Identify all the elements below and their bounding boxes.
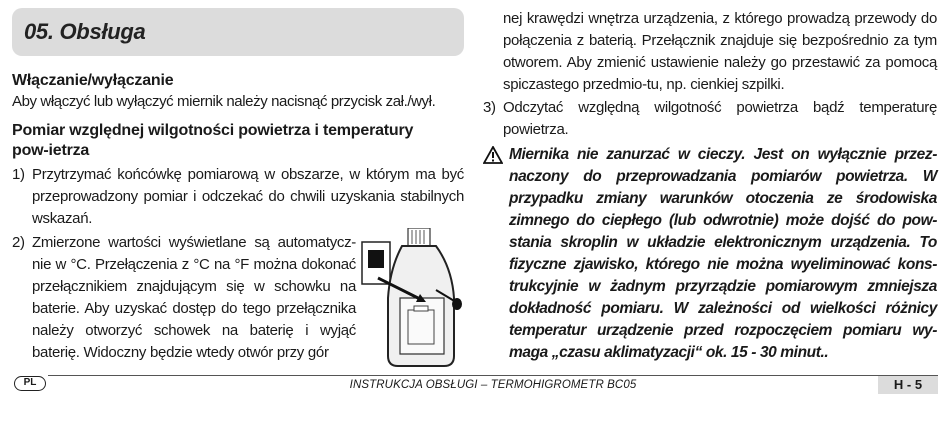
footer-title: INSTRUKCJA OBSŁUGI – TERMOHIGROMETR BC05: [349, 379, 637, 391]
heading-measurement: Pomiar względnej wilgotności powietrza i temperatury pow-ietrza: [12, 122, 414, 159]
list-text: Zmierzone wartości wyświetlane są automatycz-nie w °C. Przełączenia z °C na °F można dokonać przełącznikiem znajdującym się w schowku na baterie. Aby uzyskać dostęp do tego przełącznika należy otworzyć schowek na baterię i wyjąć baterię. Widoczny będzie wtedy otwór przy gór: [32, 234, 356, 361]
warning-triangle-icon: [483, 144, 509, 364]
list-number: 1): [12, 166, 25, 183]
list-item-1: [12, 164, 464, 230]
heading-power: Włączanie/wyłączanie: [12, 72, 174, 89]
list-number: 3): [483, 99, 496, 116]
list-number: 2): [12, 234, 25, 251]
device-illustration: [356, 228, 468, 368]
list-item-3: [483, 97, 937, 141]
list-text: nej krawędzi wnętrza urządzenia, z którego prowadzą przewody do połączenia z baterią. Przełącznik znajduje się bezpośrednio za tym otworem. Aby zmienić ustawienie należy go przestawić za pomocą spiczastego przedmio-tu, np. cienkiej szpilki.: [503, 10, 937, 93]
warning-block: [483, 144, 937, 364]
footer-rule: [48, 375, 938, 394]
para-power: Aby włączyć lub wyłączyć miernik należy nacisnąć przycisk zał./wył.: [12, 93, 436, 110]
language-badge: PL: [14, 376, 46, 391]
page-footer: [12, 375, 938, 393]
right-column: [483, 8, 937, 364]
list-text: Przytrzymać końcówkę pomiarową w obszarze, w którym ma być przeprowadzony pomiar i odczekać do chwili uzyskania stabilnych wskazań.: [32, 166, 464, 227]
section-title: 05. Obsługa: [24, 19, 146, 44]
section-header: [12, 8, 464, 56]
device-battery-compartment-icon: [356, 228, 468, 368]
warning-text: Miernika nie zanurzać w cieczy. Jest on wyłącznie przez-naczony do przeprowadzania pomiarów powietrza. W przypadku zmiany warunków otoczenia ze środowiska zimnego do ciepłego (lub odwrotnie) może dojść do pow-stania skroplin w układzie elektronicznym urządzenia. To fizyczne zjawisko, którego nie można wyeliminować kons-trukcyjnie w żadnym przyrządzie pomiarowym zmniejsza dokładność pomiaru. W zależności od wielkości różnicy temperatur urządzenie przed rozpoczęciem pomiaru wy-maga „czasu aklimatyzacji“ ok. 15 - 30 minut..: [509, 146, 937, 361]
list-text: Odczytać względną wilgotność powietrza bądź temperaturę powietrza.: [503, 99, 937, 138]
list-item-2-continued: [483, 8, 937, 96]
page-number: H - 5: [878, 376, 938, 394]
